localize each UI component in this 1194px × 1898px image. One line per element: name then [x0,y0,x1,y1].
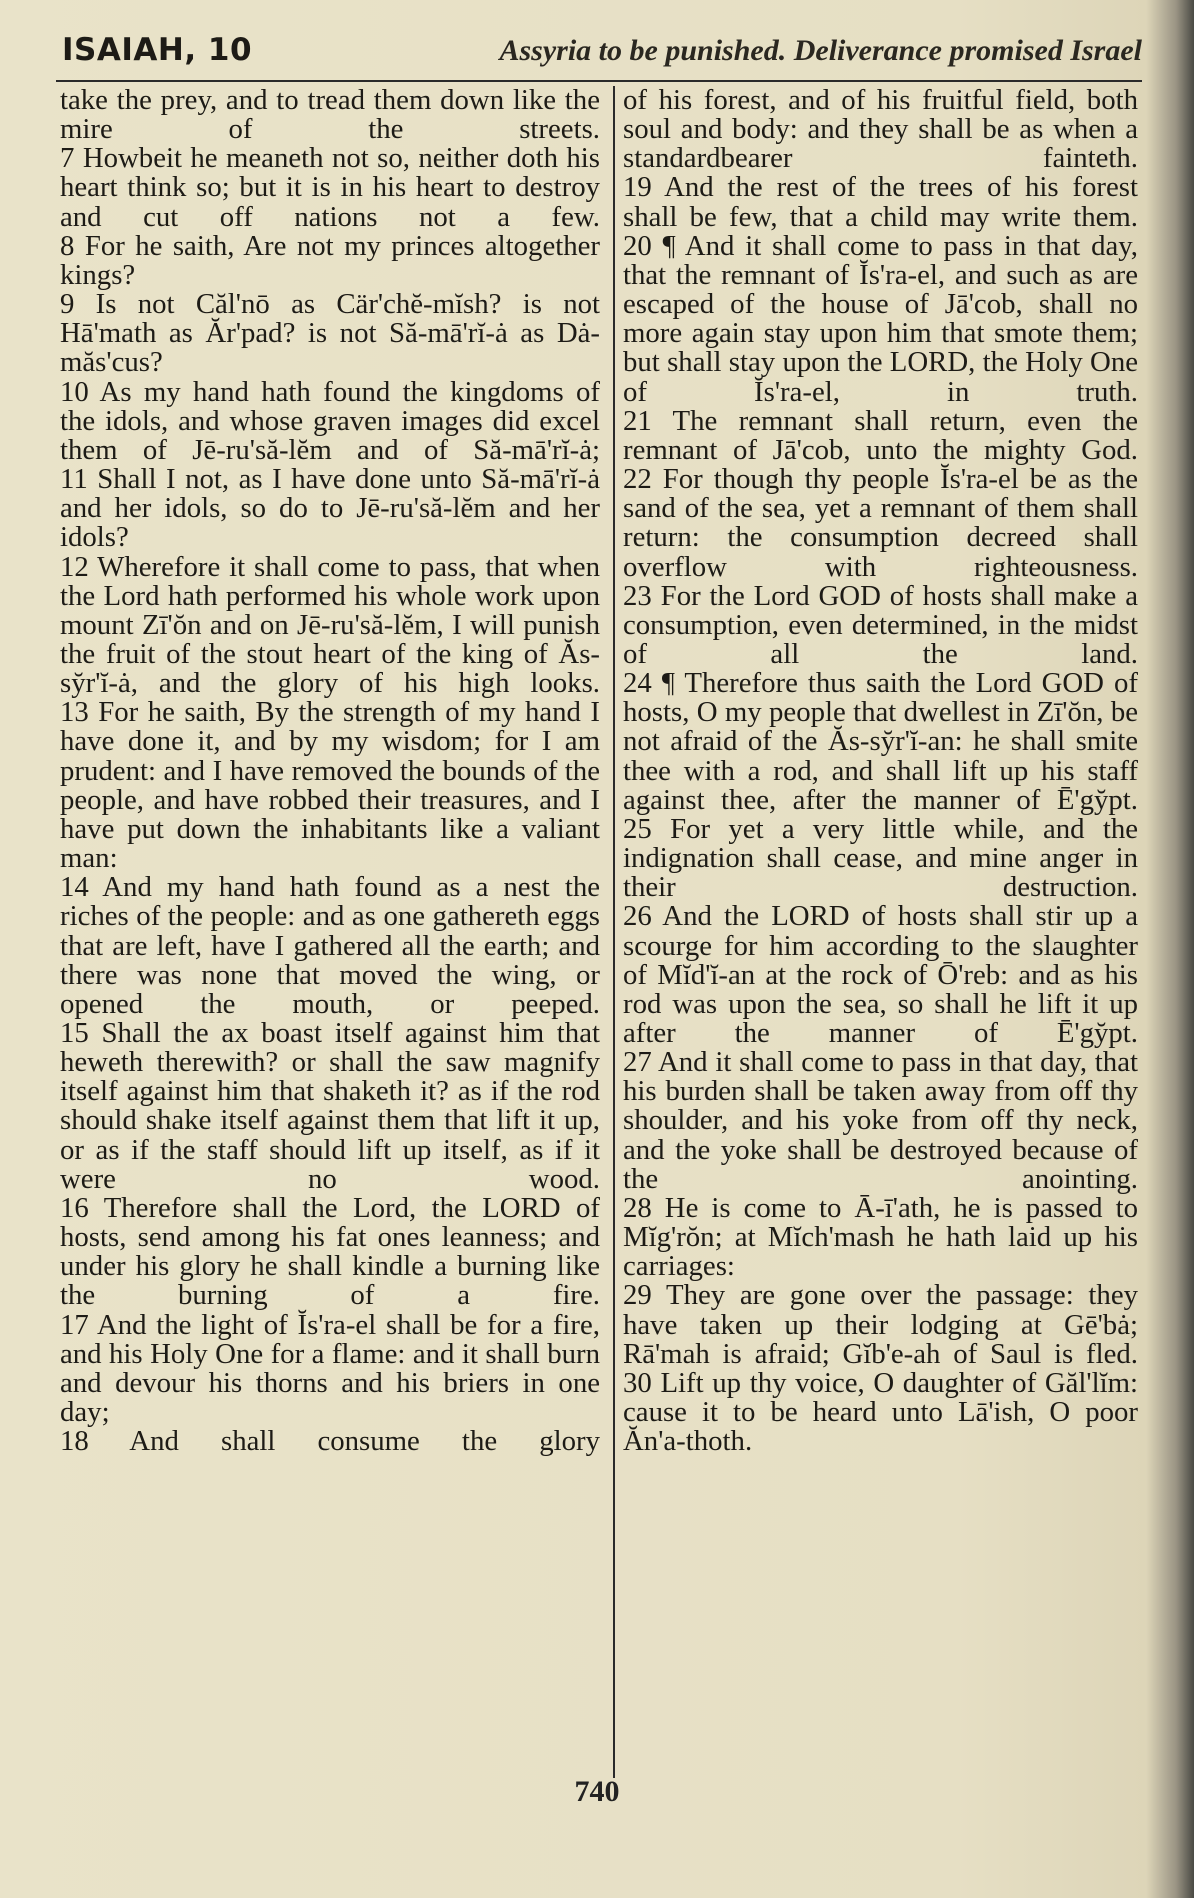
verse-16: 16 Therefore shall the Lord, the LORD of hosts, send among his fat ones leanness; and under his glory he shall kindle a burning like the burning of a fire. [60,1191,600,1312]
verse-28: 28 He is come to Ā-ī'ath, he is passed to Mĭg'rŏn; at Mĭch'mash he hath laid up his carriages: [623,1191,1138,1283]
verse-18: 18 And shall consume the glory [60,1425,600,1458]
verse-13: 13 For he saith, By the strength of my hand I have done it, and by my wisdom; for I am prudent: and I have removed the bounds of the people, and have robbed their treasures, and I have put down the inhabitants like a valiant man: [60,696,600,875]
verse-25: 25 For yet a very little while, and the indignation shall cease, and mine anger in their destruction. [623,812,1138,904]
verse-7: 7 Howbeit he meaneth not so, neither doth his heart think so; but it is in his heart to destroy and cut off nations not a few. [60,142,600,233]
verse-21: 21 The remnant shall return, even the remnant of Jā'cob, unto the mighty God. [623,404,1138,466]
right-column [623,86,1138,1456]
verse-15: 15 Shall the ax boast itself against him that heweth therewith? or shall the saw magnify itself against him that shaketh it? as if the rod should shake itself against them that lift it up, or as if the staff should lift up itself, as if it were no wood. [60,1017,600,1195]
verse-12: 12 Wherefore it shall come to pass, that when the Lord hath performed his whole work upon mount Zī'ŏn and on Jē-ru'să-lĕm, I will punish the fruit of the stout heart of the king of Ăs-sy̆r'ĭ-ȧ, and the glory of his high looks. [60,550,600,700]
page-header [62,32,1142,76]
verse-10: 10 As my hand hath found the kingdoms of the idols, and whose graven images did excel them of Jē-ru'să-lĕm and of Să-mā'rĭ-ȧ; [60,375,600,466]
verse-paragraph: of his forest, and of his fruitful field, both soul and body: and they shall be as when a standardbearer fainteth. [623,84,1138,175]
verse-27: 27 And it shall come to pass in that day, that his burden shall be taken away from off thy shoulder, and his yoke from off thy neck, and the yoke shall be destroyed because of the anointing. [623,1046,1138,1195]
verse-29: 29 They are gone over the passage: they have taken up their lodging at Gē'bȧ; Rā'mah is afraid; Gĭb'e-ah of Saul is fled. [623,1279,1138,1370]
verse-30: 30 Lift up thy voice, O daughter of Găl'lĭm: cause it to be heard unto Lā'ish, O poor Ăn'a-thoth. [623,1366,1138,1458]
header-rule [56,80,1142,82]
verse-22: 22 For though thy people Ĭs'ra-el be as the sand of the sea, yet a remnant of them shall return: the consumption decreed shall overflow with righteousness. [623,463,1138,583]
verse-8: 8 For he saith, Are not my princes altogether kings? [60,229,600,291]
running-title: Assyria to be punished. Deliverance promised Israel [499,34,1142,67]
left-column [60,86,600,1456]
verse-26: 26 And the LORD of hosts shall stir up a scourge for him according to the slaughter of Mĭd'ĭ-an at the rock of Ō'reb: and as his rod was upon the sea, so shall he lift it up after the manner of Ē'gy̆pt. [623,900,1138,1049]
verse-11: 11 Shall I not, as I have done unto Să-mā'rĭ-ȧ and her idols, so do to Jē-ru'să-lĕm and her idols? [60,463,600,554]
book-chapter-heading: ISAIAH, 10 [62,32,253,68]
verse-17: 17 And the light of Ĭs'ra-el shall be for a fire, and his Holy One for a flame: and it shall burn and devour his thorns and his briers in one day; [60,1308,600,1429]
column-divider [613,86,615,1778]
verse-24: 24 ¶ Therefore thus saith the Lord GOD of hosts, O my people that dwellest in Zī'ŏn, be not afraid of the Ăs-sy̆r'ĭ-an: he shall smite thee with a rod, and shall lift up his staff against thee, after the manner of Ē'gy̆pt. [623,667,1138,816]
verse-paragraph: take the prey, and to tread them down like the mire of the streets. [60,84,600,146]
verse-14: 14 And my hand hath found as a nest the riches of the people: and as one gathereth eggs that are left, have I gathered all the earth; and there was none that moved the wing, or opened the mouth, or peeped. [60,871,600,1020]
verse-23: 23 For the Lord GOD of hosts shall make a consumption, even determined, in the midst of all the land. [623,579,1138,670]
verse-20: 20 ¶ And it shall come to pass in that day, that the remnant of Ĭs'ra-el, and such as are escaped of the house of Jā'cob, shall no more again stay upon him that smote them; but shall stay upon the LORD, the Holy One of Ĭs'ra-el, in truth. [623,229,1138,408]
page-number: 740 [574,1775,620,1808]
verse-19: 19 And the rest of the trees of his forest shall be few, that a child may write them. [623,171,1138,233]
verse-9: 9 Is not Căl'nō as Cär'chĕ-mĭsh? is not Hā'math as Ăr'pad? is not Să-mā'rĭ-ȧ as Dȧ-măs'cus? [60,288,600,379]
